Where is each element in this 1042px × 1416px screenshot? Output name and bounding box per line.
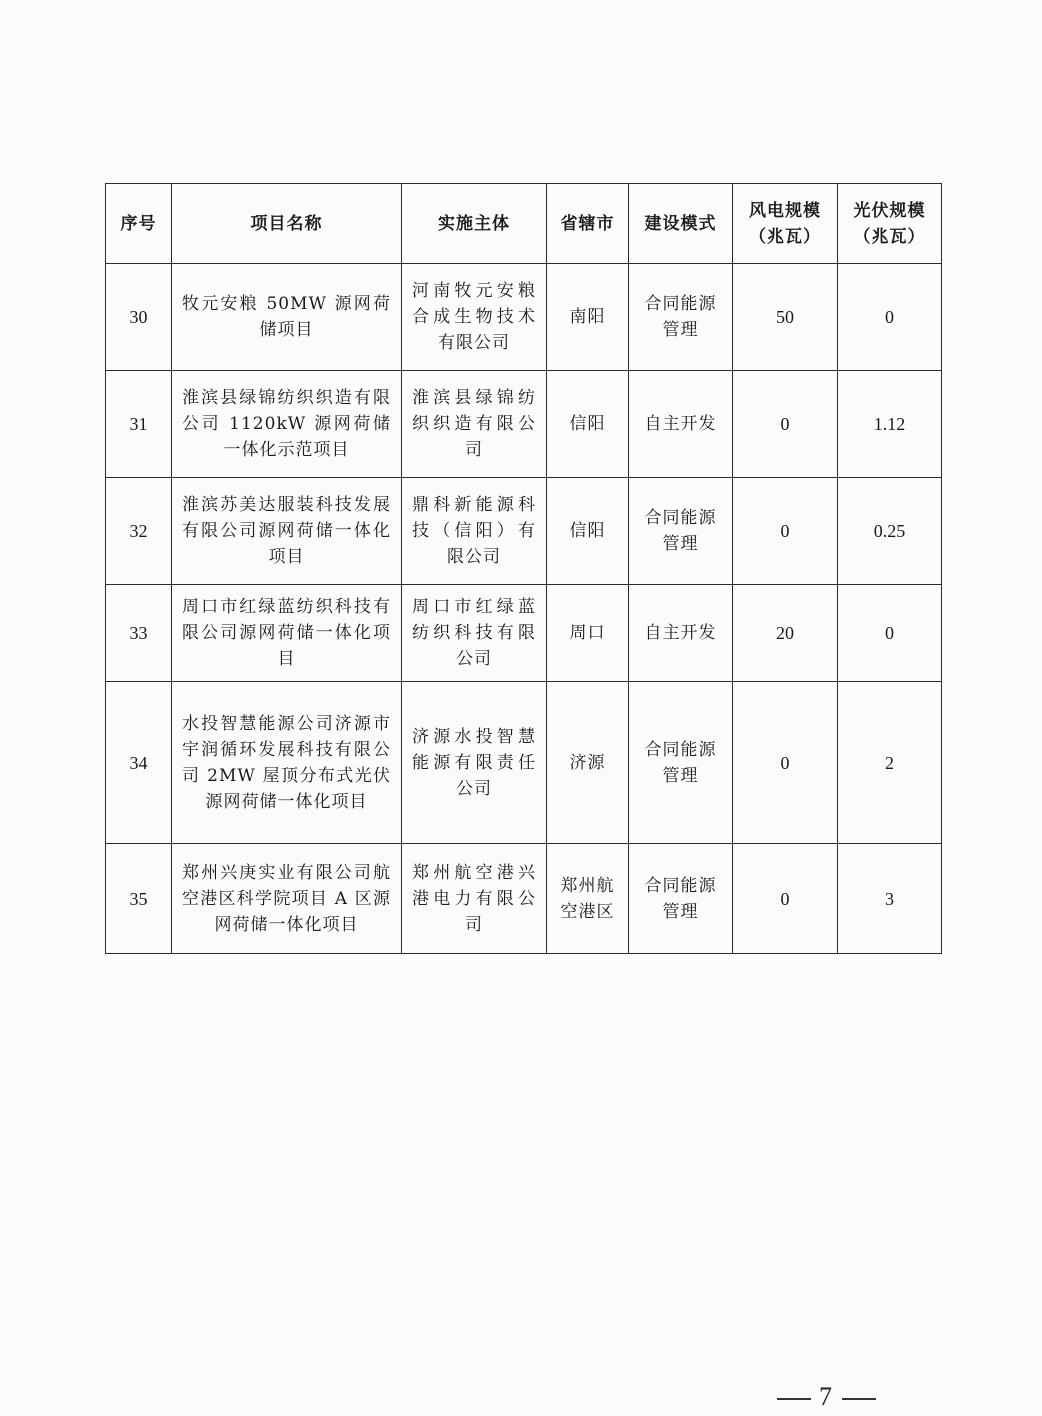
cell-seq: 30 [106, 264, 172, 371]
cell-pv: 0.25 [838, 478, 942, 585]
cell-mode: 合同能源管理 [629, 682, 733, 844]
page-number-dash-right [842, 1398, 876, 1400]
cell-pv: 1.12 [838, 371, 942, 478]
cell-city: 周口 [547, 585, 629, 682]
cell-city: 郑州航空港区 [547, 844, 629, 954]
header-wind-line1: 风电规模 [749, 200, 821, 221]
cell-mode: 自主开发 [629, 371, 733, 478]
table-header-row [106, 184, 942, 264]
header-wind [733, 184, 838, 264]
table-row [106, 682, 942, 844]
cell-wind: 0 [733, 478, 838, 585]
cell-entity: 淮滨县绿锦纺织织造有限公司 [402, 371, 547, 478]
cell-city: 济源 [547, 682, 629, 844]
header-wind-line2: （兆瓦） [749, 226, 821, 247]
table-row [106, 585, 942, 682]
cell-name: 淮滨苏美达服装科技发展有限公司源网荷储一体化项目 [172, 478, 402, 585]
cell-name: 周口市红绿蓝纺织科技有限公司源网荷储一体化项目 [172, 585, 402, 682]
cell-pv: 0 [838, 585, 942, 682]
cell-seq: 34 [106, 682, 172, 844]
header-pv-line1: 光伏规模 [853, 200, 926, 221]
table-row [106, 844, 942, 954]
cell-name: 水投智慧能源公司济源市宇润循环发展科技有限公司 2MW 屋顶分布式光伏源网荷储一体化项目 [172, 682, 402, 844]
cell-city: 信阳 [547, 478, 629, 585]
cell-pv: 3 [838, 844, 942, 954]
cell-city: 信阳 [547, 371, 629, 478]
header-mode: 建设模式 [629, 184, 733, 264]
cell-seq: 31 [106, 371, 172, 478]
table-row [106, 264, 942, 371]
cell-seq: 32 [106, 478, 172, 585]
cell-mode: 合同能源管理 [629, 264, 733, 371]
page-number [769, 1382, 884, 1412]
cell-pv: 0 [838, 264, 942, 371]
cell-entity: 郑州航空港兴港电力有限公司 [402, 844, 547, 954]
header-entity: 实施主体 [402, 184, 547, 264]
cell-wind: 50 [733, 264, 838, 371]
cell-mode: 自主开发 [629, 585, 733, 682]
cell-mode: 合同能源管理 [629, 478, 733, 585]
cell-name: 牧元安粮 50MW 源网荷储项目 [172, 264, 402, 371]
cell-wind: 0 [733, 371, 838, 478]
cell-name: 郑州兴庚实业有限公司航空港区科学院项目 A 区源网荷储一体化项目 [172, 844, 402, 954]
cell-seq: 33 [106, 585, 172, 682]
cell-name: 淮滨县绿锦纺织织造有限公司 1120kW 源网荷储 一体化示范项目 [172, 371, 402, 478]
header-name: 项目名称 [172, 184, 402, 264]
cell-entity: 鼎科新能源科技（信阳）有限公司 [402, 478, 547, 585]
header-pv-line2: （兆瓦） [853, 226, 926, 247]
header-city: 省辖市 [547, 184, 629, 264]
page-number-value: 7 [819, 1382, 834, 1411]
projects-table [105, 183, 942, 954]
header-seq: 序号 [106, 184, 172, 264]
cell-entity: 河南牧元安粮合成生物技术有限公司 [402, 264, 547, 371]
cell-entity: 周口市红绿蓝纺织科技有限公司 [402, 585, 547, 682]
cell-entity: 济源水投智慧能源有限责任公司 [402, 682, 547, 844]
cell-pv: 2 [838, 682, 942, 844]
table-row [106, 371, 942, 478]
cell-seq: 35 [106, 844, 172, 954]
cell-wind: 0 [733, 682, 838, 844]
cell-wind: 0 [733, 844, 838, 954]
cell-mode: 合同能源管理 [629, 844, 733, 954]
cell-wind: 20 [733, 585, 838, 682]
header-pv [838, 184, 942, 264]
cell-city: 南阳 [547, 264, 629, 371]
table-row [106, 478, 942, 585]
page-number-dash-left [777, 1398, 811, 1400]
